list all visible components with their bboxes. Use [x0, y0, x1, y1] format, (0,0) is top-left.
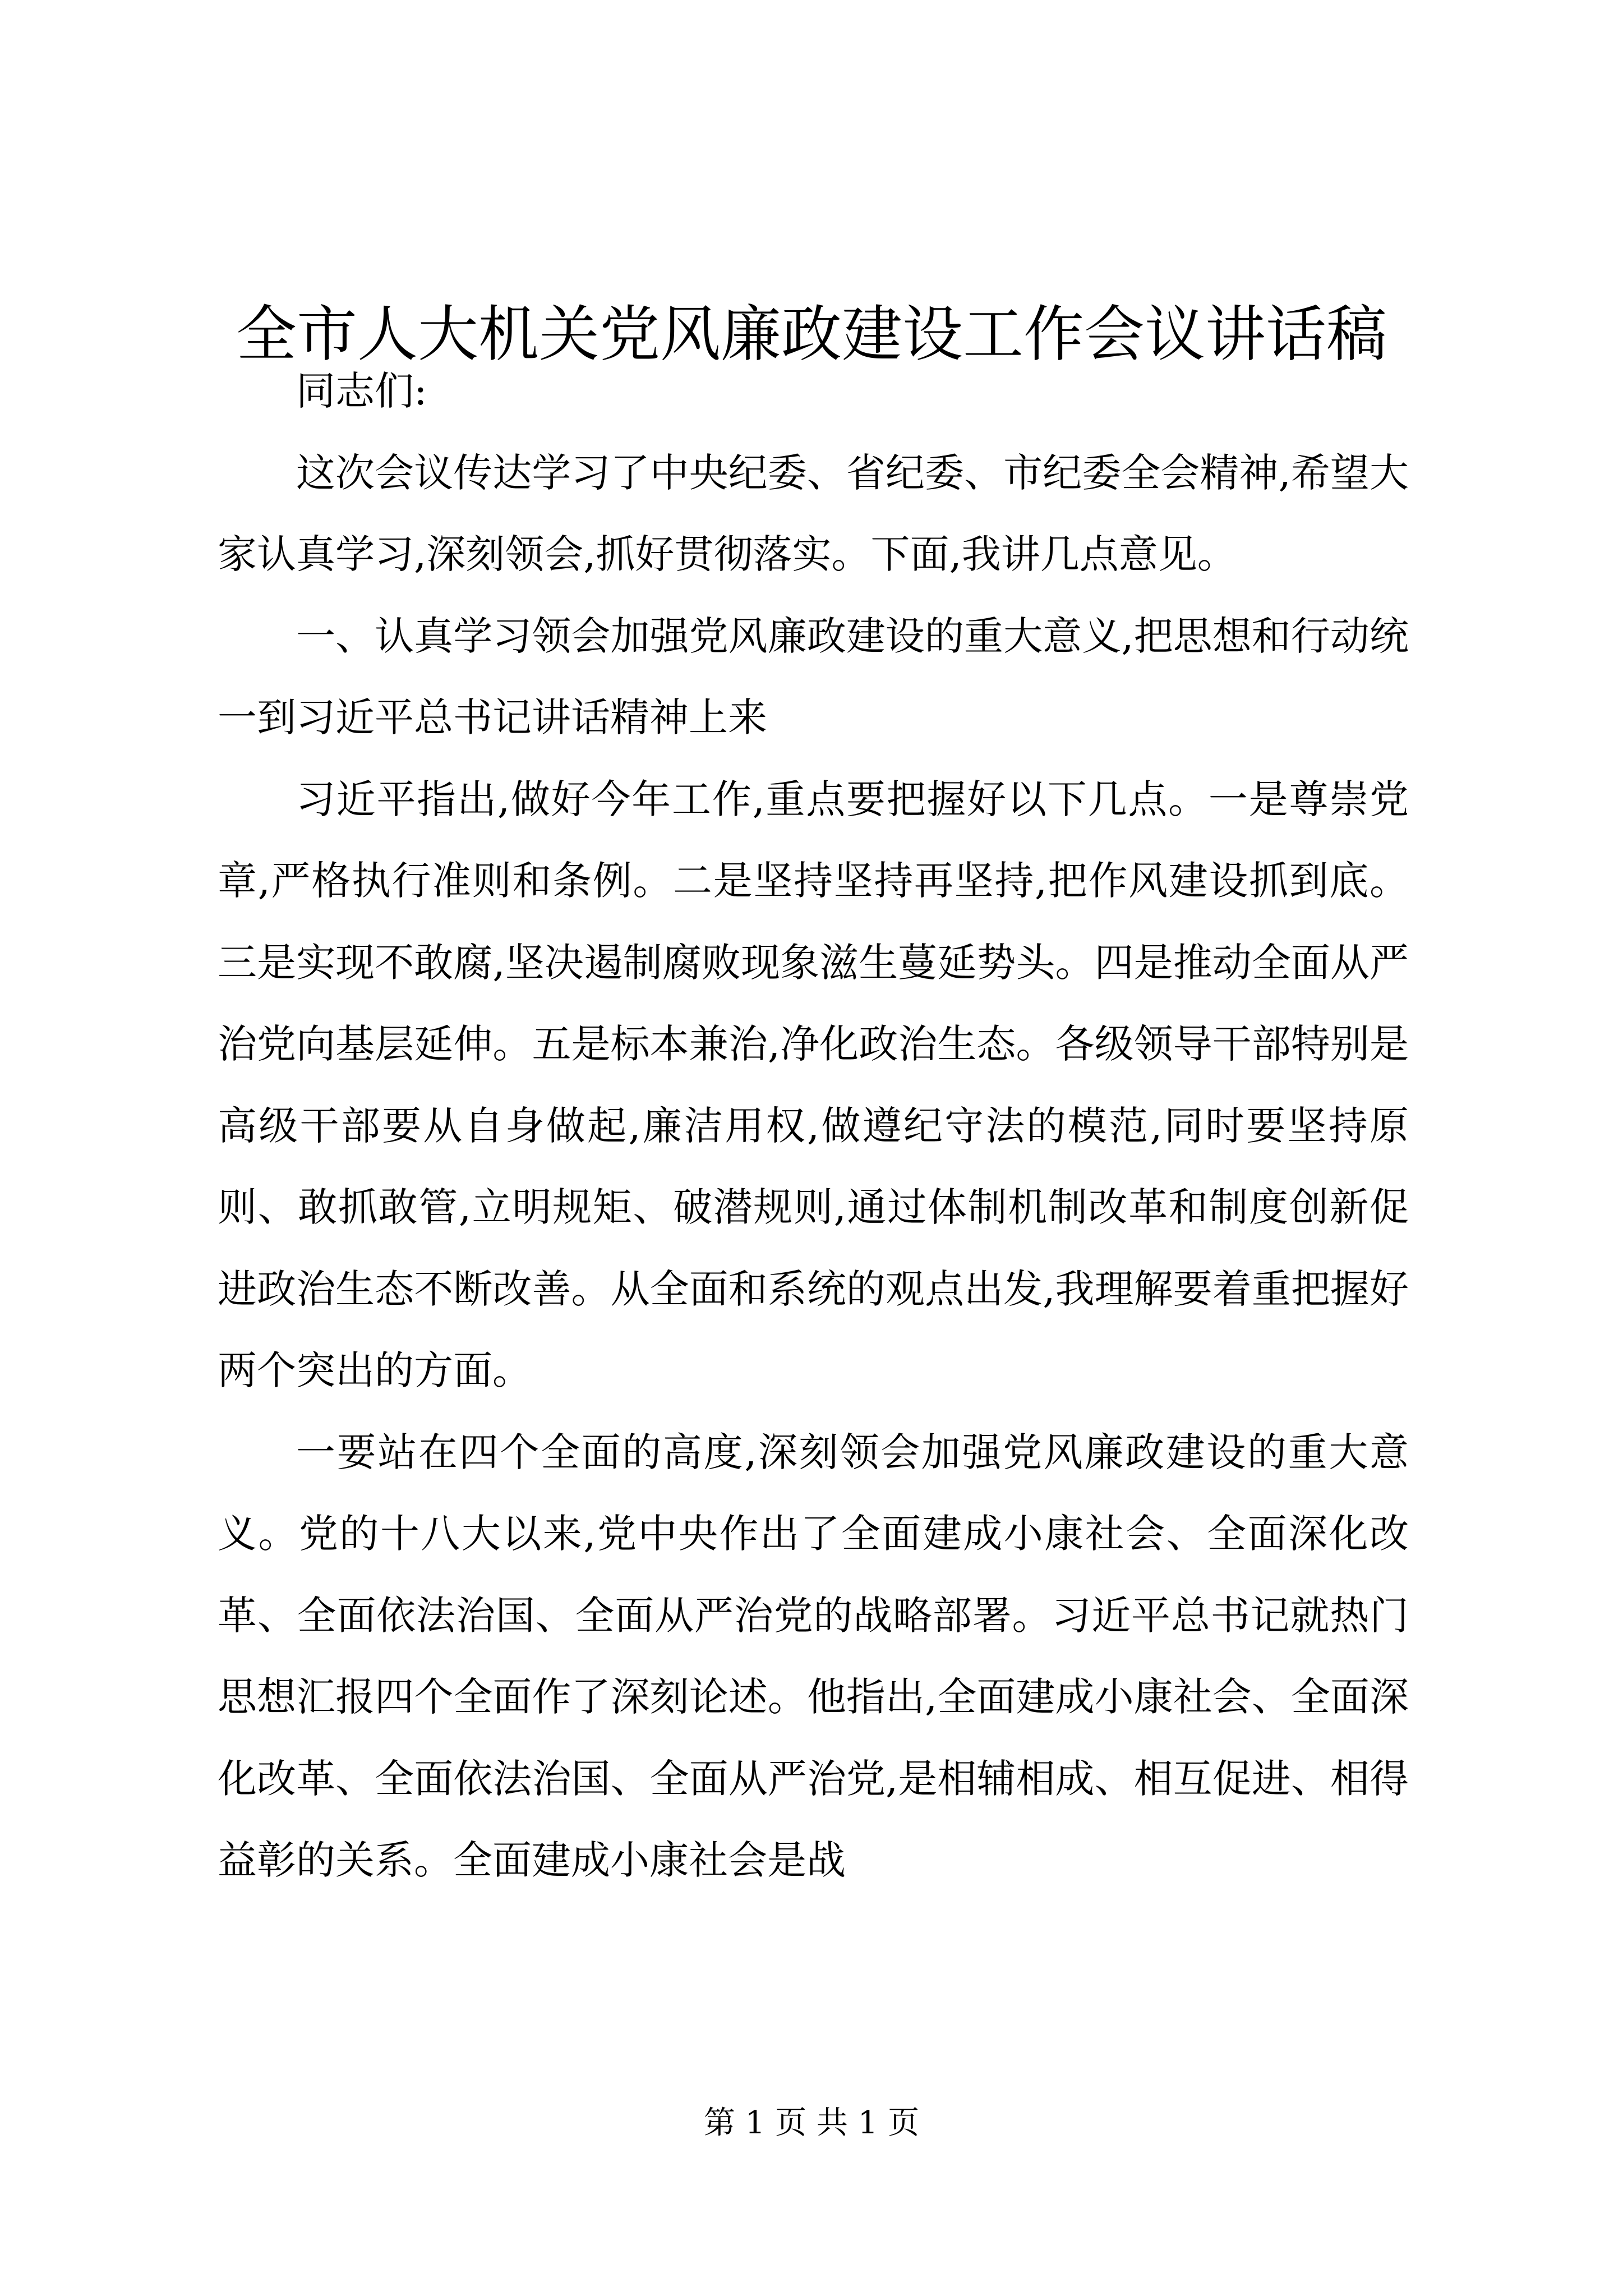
- body-paragraph: 一要站在四个全面的高度,深刻领会加强党风廉政建设的重大意义。党的十八大以来,党中央作出了全面建成小康社会、全面深化改革、全面依法治国、全面从严治党的战略部署。习近平总书记就热门思想汇报四个全面作了深刻论述。他指出,全面建成小康社会、全面深化改革、全面依法治国、全面从严治党,是相辅相成、相互促进、相得益彰的关系。全面建成小康社会是战: [218, 1429, 1409, 1883]
- body-paragraph: 习近平指出,做好今年工作,重点要把握好以下几点。一是尊崇党章,严格执行准则和条例。二是坚持坚持再坚持,把作风建设抓到底。三是实现不敢腐,坚决遏制腐败现象滋生蔓延势头。四是推动全面从严治党向基层延伸。五是标本兼治,净化政治生态。各级领导干部特别是高级干部要从自身做起,廉洁用权,做遵纪守法的模范,同时要坚持原则、敢抓敢管,立明规矩、破潜规则,通过体制机制改革和制度创新促进政治生态不断改善。从全面和系统的观点出发,我理解要着重把握好两个突出的方面。: [218, 776, 1409, 1393]
- page-footer: 第 1 页 共 1 页: [703, 2105, 920, 2141]
- salutation-paragraph: 同志们:: [296, 368, 427, 414]
- document-body: [218, 351, 1409, 1902]
- section-heading-1: 一、认真学习领会加强党风廉政建设的重大意义,把思想和行动统一到习近平总书记讲话精神上来: [218, 613, 1409, 740]
- intro-paragraph: 这次会议传达学习了中央纪委、省纪委、市纪委全会精神,希望大家认真学习,深刻领会,抓好贯彻落实。下面,我讲几点意见。: [218, 449, 1409, 577]
- document-title: 全市人大机关党风廉政建设工作会议讲话稿: [236, 300, 1387, 370]
